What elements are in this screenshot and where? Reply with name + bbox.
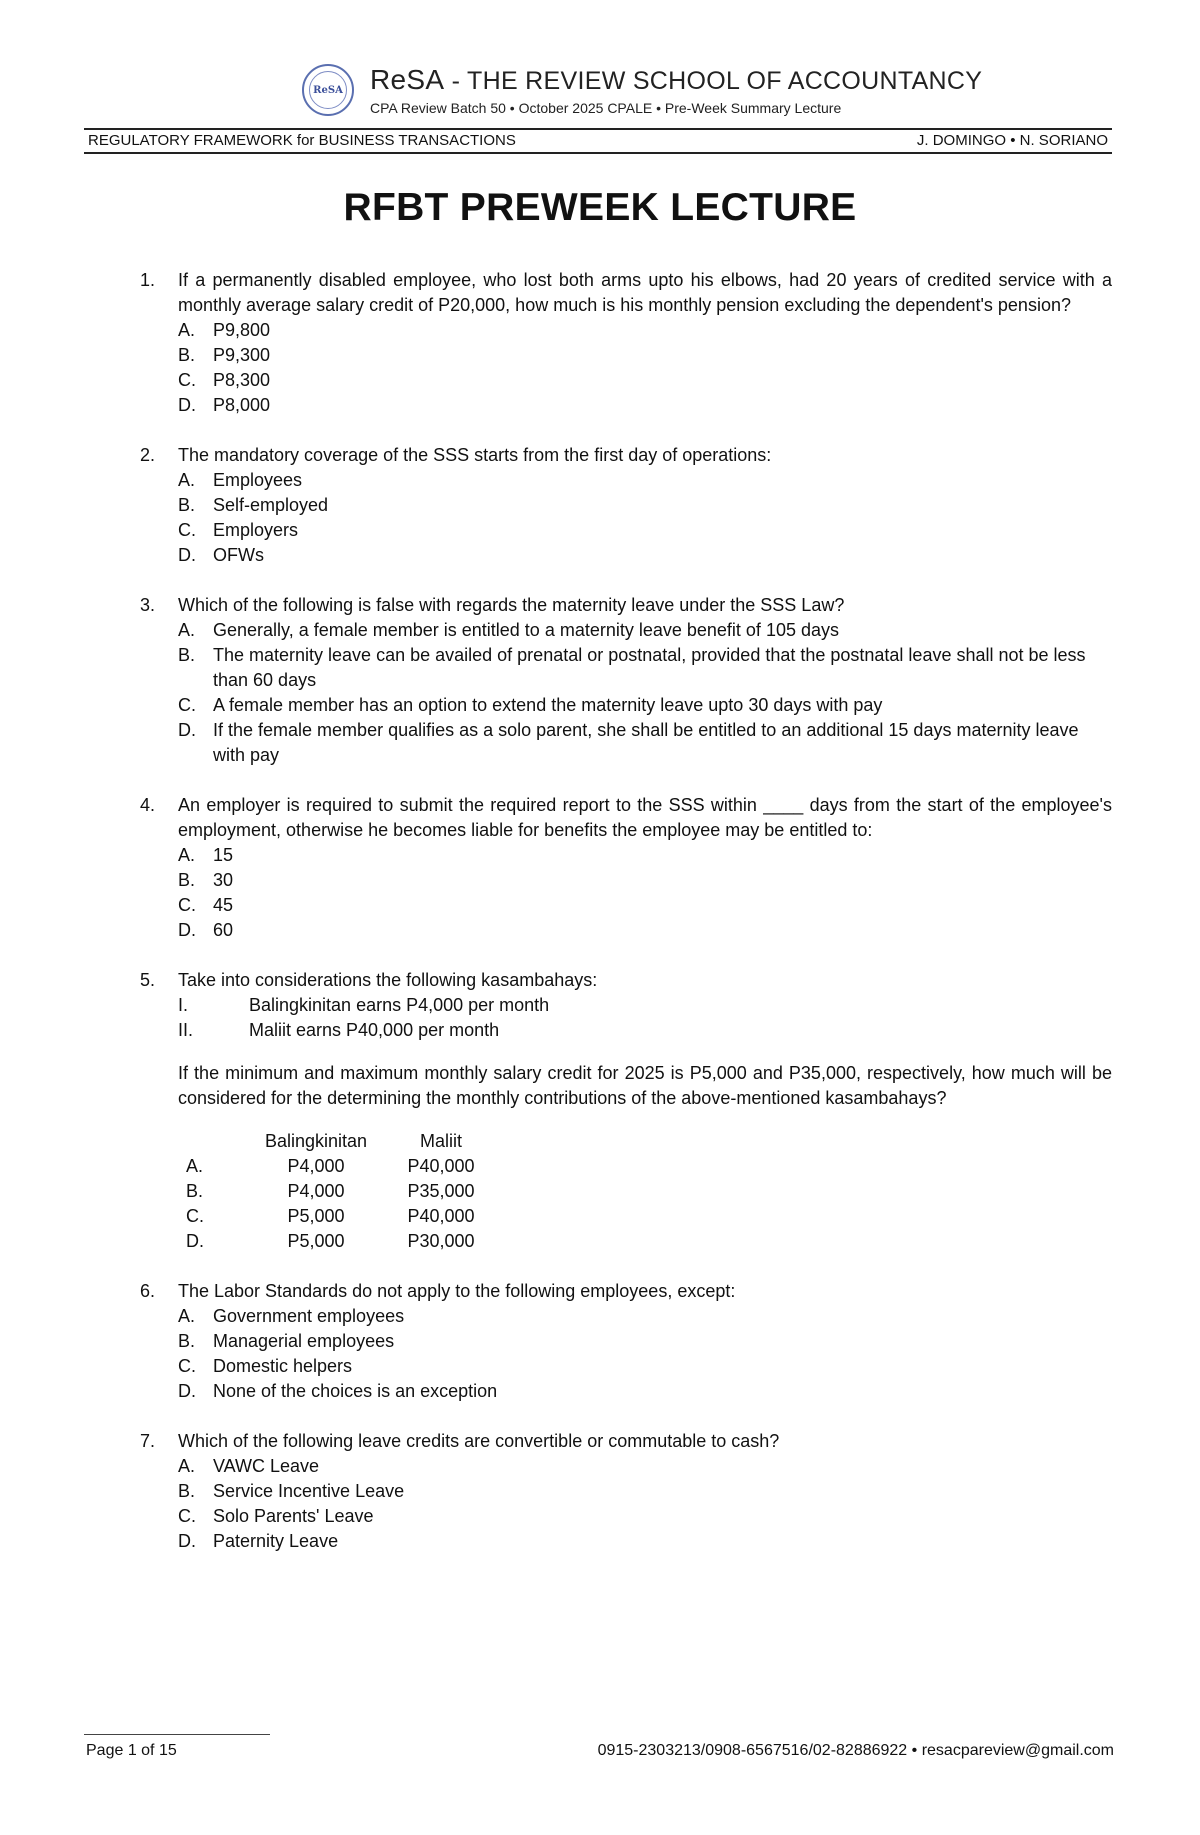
choice-text: VAWC Leave [213, 1456, 320, 1476]
question-5 [140, 968, 1112, 1254]
school-brand: ReSA [370, 64, 445, 95]
question-4 [140, 793, 1112, 943]
question-text: Which of the following is false with regards the maternity leave under the SSS Law? [178, 595, 845, 615]
choice-text: If the female member qualifies as a solo parent, she shall be entitled to an additional 15 days maternity leave with pay [213, 720, 1079, 765]
table-header-row [186, 1129, 496, 1154]
choice-letter: D. [178, 1381, 196, 1401]
table-cell: P40,000 [407, 1156, 475, 1176]
choice-text: None of the choices is an exception [213, 1381, 498, 1401]
choice-text: Paternity Leave [213, 1531, 339, 1551]
choice-a [178, 318, 1112, 343]
table-cell: D. [186, 1231, 204, 1251]
choice-c [178, 1354, 1112, 1379]
choice-text: The maternity leave can be availed of prenatal or postnatal, provided that the postnatal leave shall not be less than 60 days [213, 645, 1086, 690]
table-header [186, 1129, 246, 1154]
choice-letter: D. [178, 1531, 196, 1551]
school-name-suffix: - THE REVIEW SCHOOL OF ACCOUNTANCY [444, 67, 983, 95]
question-text: The Labor Standards do not apply to the following employees, except: [178, 1281, 736, 1301]
answer-table [186, 1129, 496, 1254]
question-3 [140, 593, 1112, 768]
table-row [186, 1204, 496, 1229]
choice-text: 15 [213, 845, 234, 865]
choice-d [178, 1379, 1112, 1404]
choice-letter: B. [178, 1331, 196, 1351]
subject-title: REGULATORY FRAMEWORK for BUSINESS TRANSACTIONS [88, 132, 516, 149]
table-header: Maliit [419, 1131, 462, 1151]
choice-letter: B. [178, 345, 196, 365]
question-number: 1. [140, 270, 156, 290]
roman-numeral: I. [178, 995, 189, 1015]
choice-d [178, 718, 1112, 768]
choice-text: Service Incentive Leave [213, 1481, 405, 1501]
choice-text: A female member has an option to extend the maternity leave upto 30 days with pay [213, 695, 883, 715]
table-cell: C. [186, 1206, 204, 1226]
choice-d [178, 543, 1112, 568]
choice-letter: D. [178, 920, 196, 940]
choice-text: Domestic helpers [213, 1356, 353, 1376]
choice-text: 30 [213, 870, 234, 890]
question-number: 4. [140, 795, 156, 815]
choice-a [178, 1454, 1112, 1479]
contact-info: 0915-2303213/0908-6567516/02-82886922 • resacpareview@gmail.com [597, 1742, 1114, 1759]
resa-logo-text: ReSA [309, 71, 347, 109]
question-number: 3. [140, 595, 156, 615]
choice-text: 45 [213, 895, 234, 915]
choice-c [178, 368, 1112, 393]
choice-letter: A. [178, 845, 196, 865]
choice-text: 60 [213, 920, 234, 940]
choice-text: OFWs [213, 545, 264, 565]
table-cell: P30,000 [407, 1231, 475, 1251]
subject-bar [84, 128, 1112, 154]
question-text: Take into considerations the following kasambahays: [178, 970, 598, 990]
resa-logo [302, 64, 354, 116]
list-item [178, 993, 1112, 1018]
table-row [186, 1154, 496, 1179]
list-item-text: Maliit earns P40,000 per month [249, 1020, 500, 1040]
question-1 [140, 268, 1112, 418]
choice-letter: A. [178, 1456, 196, 1476]
choice-letter: A. [178, 620, 196, 640]
question-list [140, 268, 1112, 1579]
question-number: 7. [140, 1431, 156, 1451]
choice-text: Managerial employees [213, 1331, 395, 1351]
choice-letter: C. [178, 1356, 196, 1376]
choice-text: Solo Parents' Leave [213, 1506, 374, 1526]
question-followup: If the minimum and maximum monthly salary credit for 2025 is P5,000 and P35,000, respectively, how much will be considered for the determining the monthly contributions of the above-mentioned kasambahays? [178, 1063, 1112, 1108]
choice-text: P8,000 [213, 395, 271, 415]
choice-letter: B. [178, 870, 196, 890]
choice-d [178, 918, 1112, 943]
choice-b [178, 868, 1112, 893]
question-text: An employer is required to submit the required report to the SSS within ____ days from the start of the employee's employment, otherwise he becomes liable for benefits the employee may be entitled to: [178, 795, 1112, 840]
choice-text: P8,300 [213, 370, 271, 390]
choice-text: P9,300 [213, 345, 271, 365]
choice-letter: A. [178, 1306, 196, 1326]
table-header: Balingkinitan [264, 1131, 368, 1151]
question-6 [140, 1279, 1112, 1404]
choice-c [178, 518, 1112, 543]
question-text: If a permanently disabled employee, who lost both arms upto his elbows, had 20 years of credited service with a monthly average salary credit of P20,000, how much is his monthly pension excluding the dependent's pension? [178, 270, 1112, 315]
choice-letter: C. [178, 695, 196, 715]
choice-letter: A. [178, 320, 196, 340]
choice-b [178, 643, 1112, 693]
choice-letter: B. [178, 645, 196, 665]
question-number: 5. [140, 970, 156, 990]
table-cell: P35,000 [407, 1181, 475, 1201]
choice-text: Self-employed [213, 495, 329, 515]
table-cell: P4,000 [287, 1156, 345, 1176]
page-number: Page 1 of 15 [86, 1742, 177, 1759]
choice-letter: B. [178, 495, 196, 515]
choice-a [178, 618, 1112, 643]
roman-numeral: II. [178, 1020, 194, 1040]
table-cell: B. [186, 1181, 204, 1201]
choice-a [178, 468, 1112, 493]
choice-letter: C. [178, 1506, 196, 1526]
question-text: The mandatory coverage of the SSS starts from the first day of operations: [178, 445, 772, 465]
choice-text: P9,800 [213, 320, 271, 340]
choice-text: Employees [213, 470, 303, 490]
choice-letter: A. [178, 470, 196, 490]
choice-d [178, 1529, 1112, 1554]
table-row [186, 1179, 496, 1204]
header-subtitle: CPA Review Batch 50 • October 2025 CPALE • Pre-Week Summary Lecture [370, 100, 842, 116]
table-cell: P5,000 [287, 1231, 345, 1251]
choice-letter: C. [178, 895, 196, 915]
question-number: 2. [140, 445, 156, 465]
choice-a [178, 1304, 1112, 1329]
choice-text: Employers [213, 520, 299, 540]
choice-b [178, 1479, 1112, 1504]
choice-letter: C. [178, 520, 196, 540]
choice-text: Generally, a female member is entitled to a maternity leave benefit of 105 days [213, 620, 839, 640]
question-2 [140, 443, 1112, 568]
choice-b [178, 343, 1112, 368]
table-cell: A. [186, 1156, 204, 1176]
page-title: RFBT PREWEEK LECTURE [343, 186, 857, 229]
choice-letter: D. [178, 720, 196, 740]
question-number: 6. [140, 1281, 156, 1301]
table-cell: P40,000 [407, 1206, 475, 1226]
school-name [370, 64, 982, 96]
table-cell: P4,000 [287, 1181, 345, 1201]
list-item [178, 1018, 1112, 1043]
question-7 [140, 1429, 1112, 1554]
choice-c [178, 893, 1112, 918]
authors: J. DOMINGO • N. SORIANO [916, 132, 1108, 149]
choice-a [178, 843, 1112, 868]
question-text: Which of the following leave credits are convertible or commutable to cash? [178, 1431, 780, 1451]
choice-b [178, 1329, 1112, 1354]
choice-letter: C. [178, 370, 196, 390]
list-item-text: Balingkinitan earns P4,000 per month [249, 995, 550, 1015]
choice-letter: D. [178, 395, 196, 415]
choice-c [178, 693, 1112, 718]
table-row [186, 1229, 496, 1254]
choice-letter: D. [178, 545, 196, 565]
page-header [0, 0, 1200, 160]
footer-divider [84, 1734, 270, 1735]
choice-d [178, 393, 1112, 418]
choice-letter: B. [178, 1481, 196, 1501]
choice-c [178, 1504, 1112, 1529]
choice-text: Government employees [213, 1306, 405, 1326]
choice-b [178, 493, 1112, 518]
table-cell: P5,000 [287, 1206, 345, 1226]
